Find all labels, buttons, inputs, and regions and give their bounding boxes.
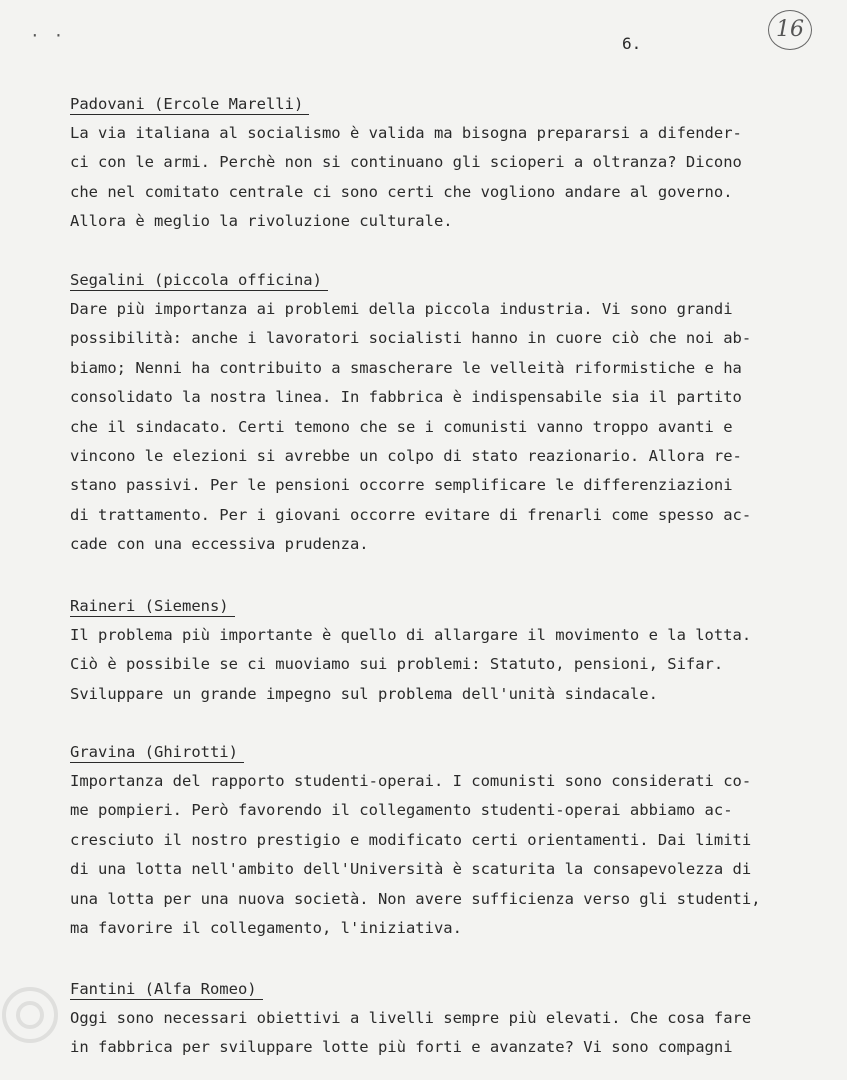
speaker-section [70, 94, 815, 237]
speaker-heading: Raineri (Siemens) [70, 596, 235, 617]
text-line: in fabbrica per sviluppare lotte più forti e avanzate? Vi sono compagni [70, 1038, 733, 1057]
text-line: ci con le armi. Perchè non si continuano gli scioperi a oltranza? Dicono [70, 153, 742, 172]
text-line: consolidato la nostra linea. In fabbrica è indispensabile sia il partito [70, 388, 742, 407]
text-line: biamo; Nenni ha contribuito a smascherare le velleità riformistiche e ha [70, 358, 742, 377]
page-number: 6. [622, 34, 642, 53]
speaker-heading: Fantini (Alfa Romeo) [70, 979, 263, 1000]
text-line: di trattamento. Per i giovani occorre evitare di frenarli come spesso ac- [70, 505, 752, 524]
text-line: Importanza del rapporto studenti-operai. I comunisti sono considerati co- [70, 772, 752, 790]
speaker-heading: Segalini (piccola officina) [70, 270, 328, 291]
text-line: Oggi sono necessari obiettivi a livelli sempre più elevati. Che cosa fare [70, 1009, 752, 1027]
text-line: Dare più importanza ai problemi della piccola industria. Vi sono grandi [70, 300, 733, 318]
text-line: possibilità: anche i lavoratori socialisti hanno in cuore ciò che noi ab- [70, 329, 752, 348]
text-line: una lotta per una nuova società. Non avere sufficienza verso gli studenti, [70, 889, 761, 908]
speaker-heading: Padovani (Ercole Marelli) [70, 94, 309, 115]
text-line: stano passivi. Per le pensioni occorre semplificare le differenziazioni [70, 476, 733, 495]
speaker-heading: Gravina (Ghirotti) [70, 742, 244, 763]
text-line: vincono le elezioni si avrebbe un colpo di stato reazionario. Allora re- [70, 447, 742, 466]
margin-dots: ·· [30, 26, 78, 45]
watermark-logo-icon [0, 985, 60, 1045]
text-line: Allora è meglio la rivoluzione culturale. [70, 212, 453, 231]
text-line: di una lotta nell'ambito dell'Università è scaturita la consapevolezza di [70, 860, 752, 879]
text-line: me pompieri. Però favorendo il collegamento studenti-operai abbiamo ac- [70, 801, 733, 820]
text-line: ma favorire il collegamento, l'iniziativa. [70, 919, 462, 938]
text-line: Ciò è possibile se ci muoviamo sui problemi: Statuto, pensioni, Sifar. [70, 655, 724, 674]
speaker-section [70, 270, 815, 560]
text-line: La via italiana al socialismo è valida ma bisogna prepararsi a difender- [70, 124, 742, 142]
speaker-section [70, 979, 815, 1063]
text-line: cresciuto il nostro prestigio e modificato certi orientamenti. Dai limiti [70, 830, 752, 849]
text-line: cade con una eccessiva prudenza. [70, 535, 369, 554]
text-line: Sviluppare un grande impegno sul problema dell'unità sindacale. [70, 684, 658, 703]
folio-stamp: 16 [768, 10, 812, 50]
speaker-section [70, 742, 815, 943]
text-line: che il sindacato. Certi temono che se i comunisti vanno troppo avanti e [70, 417, 733, 436]
speaker-section [70, 596, 815, 709]
text-line: che nel comitato centrale ci sono certi che vogliono andare al governo. [70, 182, 733, 201]
text-line: Il problema più importante è quello di allargare il movimento e la lotta. [70, 626, 752, 644]
